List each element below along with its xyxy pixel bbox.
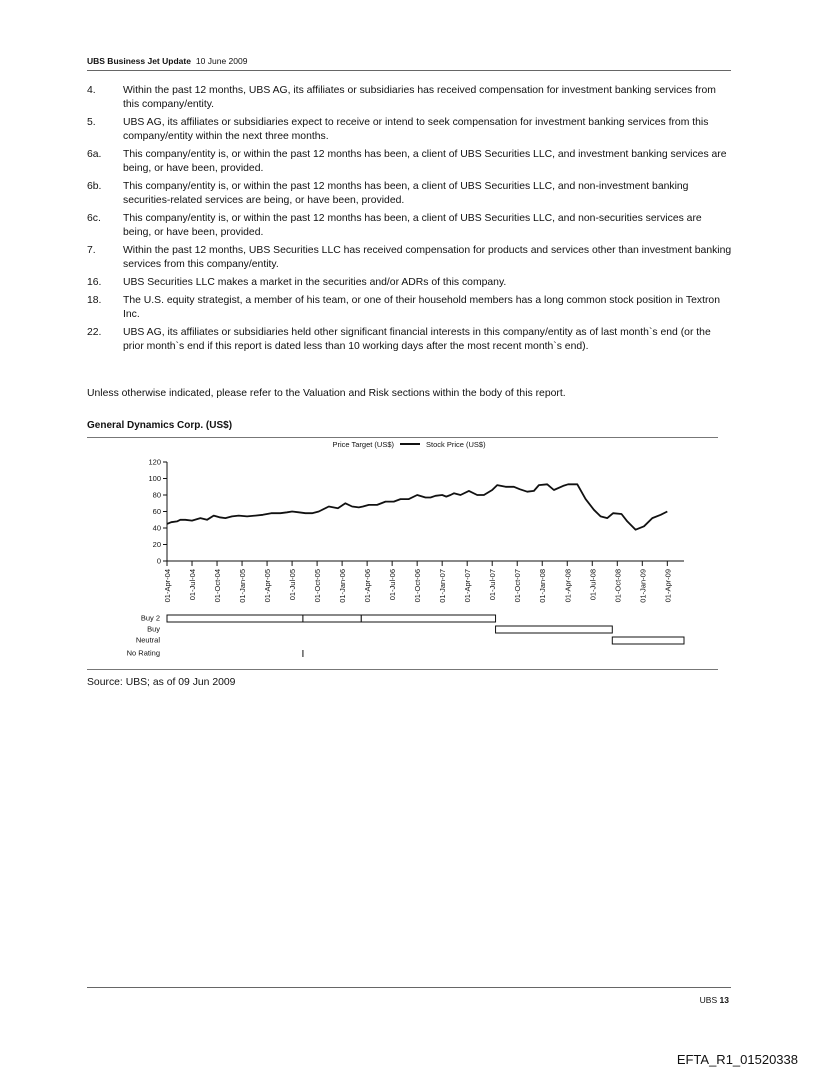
y-tick-label: 20 — [152, 540, 161, 549]
rating-label: Neutral — [135, 635, 160, 645]
disclosure-item — [87, 148, 732, 176]
y-tick-label: 100 — [148, 474, 161, 483]
disclosure-item — [87, 326, 732, 354]
price-chart — [87, 437, 718, 670]
chart-source: Source: UBS; as of 09 Jun 2009 — [87, 677, 236, 688]
disclosure-text: UBS Securities LLC makes a market in the securities and/or ADRs of this company. — [123, 277, 507, 288]
x-tick-label: 01-Jul-05 — [288, 569, 298, 601]
footer-rule — [87, 987, 731, 988]
x-tick-label: 01-Oct-07 — [513, 569, 523, 603]
x-tick-label: 01-Jan-08 — [538, 569, 548, 603]
x-tick-label: 01-Jul-06 — [388, 569, 398, 601]
x-tick-label: 01-Oct-05 — [313, 569, 323, 603]
report-date: 10 June 2009 — [195, 56, 248, 66]
report-title: UBS Business Jet Update — [87, 56, 191, 66]
x-tick-label: 01-Jan-06 — [338, 569, 348, 603]
x-tick-label: 01-Jan-05 — [238, 569, 248, 603]
disclosure-text: This company/entity is, or within the past 12 months has been, a client of UBS Securities LLC, and non-securities services are being, or have been, provided. — [123, 213, 702, 238]
x-tick-label: 01-Oct-08 — [613, 569, 623, 603]
disclosure-text: This company/entity is, or within the past 12 months has been, a client of UBS Securities LLC, and investment banking services are being, or have been, provided. — [123, 149, 727, 174]
x-tick-label: 01-Jul-07 — [488, 569, 498, 601]
y-tick-label: 60 — [152, 507, 161, 516]
rating-bar — [303, 615, 361, 622]
rating-label: Buy — [147, 624, 160, 634]
rating-label: No Rating — [126, 648, 160, 658]
disclosure-text: Within the past 12 months, UBS AG, its affiliates or subsidiaries has received compensation for investment banking services from this company/entity. — [123, 85, 716, 110]
y-tick-label: 120 — [148, 457, 161, 467]
x-tick-label: 01-Apr-05 — [263, 569, 273, 603]
rating-bar — [612, 637, 684, 644]
rating-label: Buy 2 — [140, 613, 160, 623]
disclosure-number: 6b. — [87, 181, 102, 192]
disclosure-item — [87, 276, 732, 290]
disclosure-item — [87, 294, 732, 322]
disclosure-text: UBS AG, its affiliates or subsidiaries held other significant financial interests in this company/entity as of last month`s end (or the prior month`s end if this report is dated less than 10 working days after the most recent month`s end). — [123, 327, 711, 352]
document-id: EFTA_R1_01520338 — [676, 1052, 798, 1067]
page-footer — [700, 995, 729, 1005]
chart-bottom-rule — [87, 669, 718, 670]
rating-bar — [496, 626, 613, 633]
x-tick-label: 01-Apr-08 — [563, 569, 573, 603]
x-tick-label: 01-Apr-09 — [663, 569, 673, 603]
disclosure-number: 4. — [87, 85, 96, 96]
y-tick-label: 40 — [152, 523, 161, 533]
x-tick-label: 01-Apr-06 — [363, 569, 373, 603]
x-tick-label: 01-Jan-09 — [638, 569, 648, 603]
x-tick-label: 01-Jul-08 — [588, 569, 598, 601]
disclosure-item — [87, 84, 732, 112]
x-tick-label: 01-Oct-04 — [213, 569, 223, 603]
legend-price-target: Price Target (US$) — [332, 440, 394, 449]
disclosure-number: 18. — [87, 295, 102, 306]
x-tick-label: 01-Oct-06 — [413, 569, 423, 603]
disclosure-number: 6a. — [87, 149, 102, 160]
disclosure-number: 22. — [87, 327, 102, 338]
footer-brand: UBS — [699, 995, 718, 1005]
stock-price-line — [167, 484, 667, 529]
x-tick-label: 01-Jul-04 — [188, 569, 198, 601]
disclosure-text: The U.S. equity strategist, a member of his team, or one of their household members has a long common stock position in Textron Inc. — [123, 295, 720, 320]
valuation-note: Unless otherwise indicated, please refer to the Valuation and Risk sections within the body of this report. — [87, 388, 566, 399]
chart-title: General Dynamics Corp. (US$) — [87, 420, 233, 431]
rating-bar — [361, 615, 495, 622]
disclosure-number: 16. — [87, 277, 102, 288]
page-number: 13 — [719, 995, 729, 1005]
disclosure-number: 5. — [87, 117, 96, 128]
rating-bar — [167, 615, 303, 622]
disclosure-number: 7. — [87, 245, 96, 256]
x-tick-label: 01-Jan-07 — [438, 569, 448, 603]
y-tick-label: 0 — [156, 556, 161, 566]
y-tick-label: 80 — [152, 490, 161, 500]
x-tick-label: 01-Apr-07 — [463, 569, 473, 603]
x-tick-label: 01-Apr-04 — [163, 569, 172, 603]
disclosure-text: UBS AG, its affiliates or subsidiaries expect to receive or intend to seek compensation for investment banking services from this company/entity within the next three months. — [123, 117, 709, 142]
page-header — [87, 56, 731, 71]
disclosure-text: Within the past 12 months, UBS Securities LLC has received compensation for products and services other than investment banking services from this company/entity. — [123, 245, 732, 270]
disclosure-item — [87, 116, 732, 144]
disclosure-item — [87, 212, 732, 240]
disclosure-item — [87, 244, 732, 272]
disclosure-list — [87, 84, 732, 358]
disclosure-item — [87, 180, 732, 208]
disclosure-text: This company/entity is, or within the past 12 months has been, a client of UBS Securities LLC, and non-investment banking securities-related services are being, or have been, provided. — [123, 181, 689, 206]
legend-stock-price: Stock Price (US$) — [426, 440, 486, 449]
disclosure-number: 6c. — [87, 213, 101, 224]
